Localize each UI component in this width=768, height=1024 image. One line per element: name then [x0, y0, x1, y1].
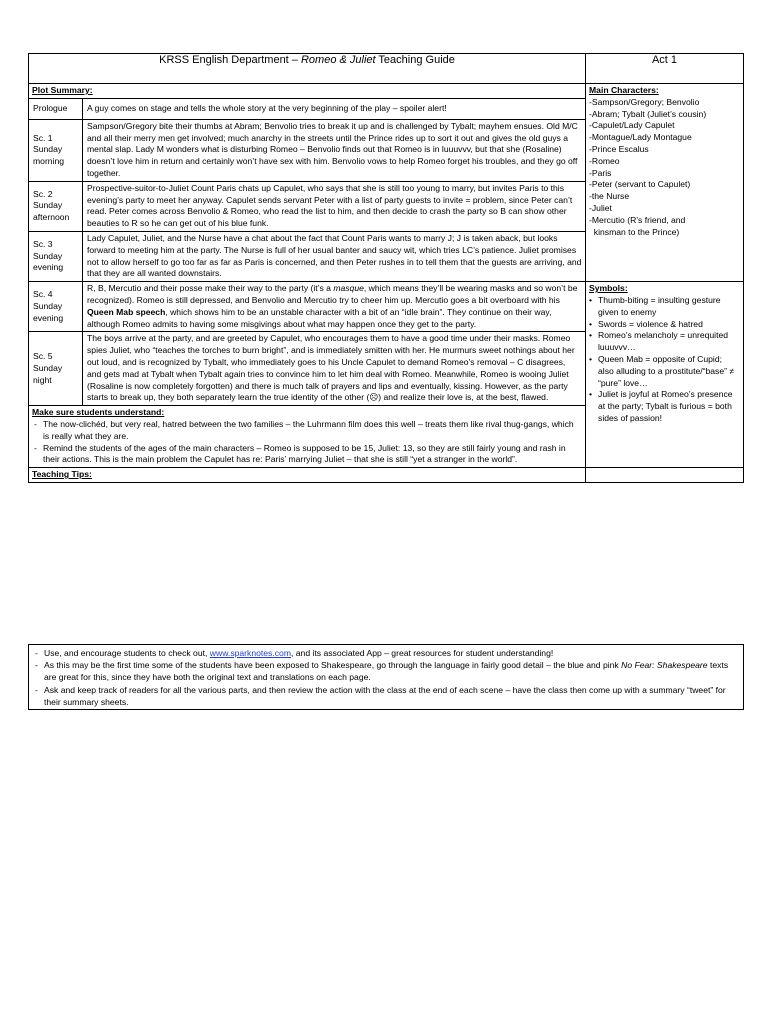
character-item: -Montague/Lady Montague	[589, 132, 692, 143]
understand-label: Make sure students understand:	[32, 407, 165, 418]
symbol-item: • Swords = violence & hatred	[589, 319, 740, 331]
scene-summary: R, B, Mercutio and their posse make their way to the party (it’s a masque, which means they’ll be wearing masks and so won’t be recognized). Romeo is still depressed, and Benvolio and Mercutio try to cheer him up. Mercutio goes a bit overboard with his Queen Mab speech, which shows him to be an unstable character with a bit of an “idle brain”. They continue on their way, although Romeo admits to having some misgivings about what may happen once they get to the party.	[83, 282, 586, 332]
understand-cell	[29, 406, 586, 468]
scene-label: Sc. 2 Sunday afternoon	[29, 181, 83, 231]
teaching-tips-box	[28, 644, 744, 710]
character-item: -Romeo	[589, 155, 620, 166]
teaching-tips-row	[29, 468, 744, 483]
scene-row-4	[29, 282, 744, 332]
character-item: -Sampson/Gregory; Benvolio	[589, 96, 700, 107]
understand-item: - The now-clichéd, but very real, hatred between the two families – the Luhrmann film does this well – treats them like rival thug-gangs, which is really what they are.	[32, 419, 582, 443]
title-play-name: Romeo & Juliet	[300, 54, 376, 66]
title-suffix: Teaching Guide	[375, 54, 455, 66]
symbol-item: • Juliet is joyful at Romeo’s presence at the party; Tybalt is furious = both sides of passion!	[589, 389, 740, 424]
symbols-list	[589, 295, 740, 425]
teaching-tips-label: Teaching Tips:	[32, 469, 92, 480]
scene-label: Sc. 3 Sunday evening	[29, 231, 83, 281]
tip-item: - Use, and encourage students to check out, www.sparknotes.com, and its associated App – great resources for student understanding!	[33, 647, 739, 659]
scene-label: Sc. 5 Sunday night	[29, 332, 83, 406]
tip-item: - Ask and keep track of readers for all the various parts, and then review the action with the class at the end of each scene – have the class then come up with a summary “tweet” for their summary sheets.	[33, 684, 739, 708]
main-characters-label: Main Characters:	[589, 85, 659, 95]
scene-label: Sc. 1 Sunday morning	[29, 119, 83, 181]
scene-summary: Lady Capulet, Juliet, and the Nurse have a chat about the fact that Count Paris wants to marry J; J is taken aback, but looks forward to meeting him at the party. The Nurse is full of her usual banter and saucy wit, which tries LC’s patience. Juliet promises not to allow herself to go too far as far as Paris is concerned, and then Peter rushes in to tell them that the guests are arriving, and that they are all wanted downstairs.	[83, 231, 586, 281]
teaching-tips-list	[33, 647, 739, 708]
title-prefix: KRSS English Department –	[159, 54, 301, 66]
character-item: -Prince Escalus	[589, 143, 649, 154]
character-item: kinsman to the Prince)	[589, 226, 680, 237]
scene-summary: Sampson/Gregory bite their thumbs at Abram; Benvolio tries to break it up and is challenged by Tybalt; mayhem ensues. Old M/C and all their merry men get involved; much anarchy in the streets until the Prince rides up to sort it out and gives the old guys a mental slap. Lady M wonders what is disturbing Romeo – Benvolio finds out that Romeo is in luuuvvv, but that she (Rosaline) doesn’t love him in return and certainly won’t have sex with him. Benvolio vows to help Romeo forget his troubles, and they go off together.	[83, 119, 586, 181]
scene-summary: The boys arrive at the party, and are greeted by Capulet, who encourages them to have a good time under their masks. Romeo spies Juliet, who “teaches the torches to burn bright”, and is immediately smitten with her. He murmurs sweet nothings about her out loud, and is recognized by Tybalt, who immediately goes to his Uncle Capulet to demand Romeo’s removal – C disagrees, and gets mad at Tybalt when Tybalt again tries to convince him to let him deal with Romeo. Meanwhile, Romeo is wooing Juliet (Rosaline is now completely forgotten) and there is much talk of prayers and lips and eventually, kissing. However, as the party starts to break up, they both separately learn the true identity of the other (☹) and realize their love is, at the best, flawed.	[83, 332, 586, 406]
main-characters-list	[589, 97, 740, 239]
character-item: -the Nurse	[589, 191, 630, 202]
main-characters-cell	[586, 84, 744, 282]
scene-summary: Prospective-suitor-to-Juliet Count Paris chats up Capulet, who says that she is still too young to marry, but invites Paris to this evening’s party to meet her anyway. Capulet sends servant Peter with a list of party guests to invite = problem, since Peter can’t read. Peter comes across Benvolio & Romeo, who read the list to him, and then decide to crash the party so B can show other beauties to R so he can get out of his blue funk.	[83, 181, 586, 231]
character-item: -Capulet/Lady Capulet	[589, 120, 675, 131]
scene-label: Prologue	[29, 98, 83, 119]
plot-summary-label: Plot Summary:	[32, 85, 93, 95]
character-item: -Peter (servant to Capulet)	[589, 179, 691, 190]
understand-item: - Remind the students of the ages of the main characters – Romeo is supposed to be 15, Juliet: 13, so they are still fairly young and rash in their actions. This is the main problem the Capulet has re: Paris’ marrying Juliet – that she is still “yet a stranger in the world”.	[32, 443, 582, 467]
symbol-item: • Queen Mab = opposite of Cupid; also alluding to a prostitute/“base” ≠ “pure” love…	[589, 354, 740, 389]
scene-label: Sc. 4 Sunday evening	[29, 282, 83, 332]
header-row	[29, 54, 744, 84]
teaching-tips-cell	[29, 468, 586, 483]
character-item: -Juliet	[589, 202, 612, 213]
teaching-guide-table	[28, 53, 744, 483]
character-item: -Abram; Tybalt (Juliet’s cousin)	[589, 108, 707, 119]
page-title	[29, 54, 586, 84]
symbol-item: • Thumb-biting = insulting gesture given to enemy	[589, 295, 740, 319]
tip-item: - As this may be the first time some of the students have been exposed to Shakespeare, go through the language in fairly good detail – the blue and pink No Fear: Shakespeare texts are great for this, since they have both the original text and translations on each page.	[33, 659, 739, 683]
act-label: Act 1	[586, 54, 744, 84]
symbols-cell	[586, 282, 744, 468]
understand-list	[32, 419, 582, 466]
symbols-label: Symbols:	[589, 283, 628, 294]
sparknotes-link[interactable]: www.sparknotes.com	[209, 648, 291, 658]
scene-summary: A guy comes on stage and tells the whole story at the very beginning of the play – spoiler alert!	[83, 98, 586, 119]
plot-summary-header-row	[29, 84, 744, 99]
character-item: -Paris	[589, 167, 612, 178]
character-item: -Mercutio (R’s friend, and	[589, 214, 686, 225]
symbol-item: • Romeo’s melancholy = unrequited luuuvvv…	[589, 330, 740, 354]
teaching-tips-empty-cell	[586, 468, 744, 483]
